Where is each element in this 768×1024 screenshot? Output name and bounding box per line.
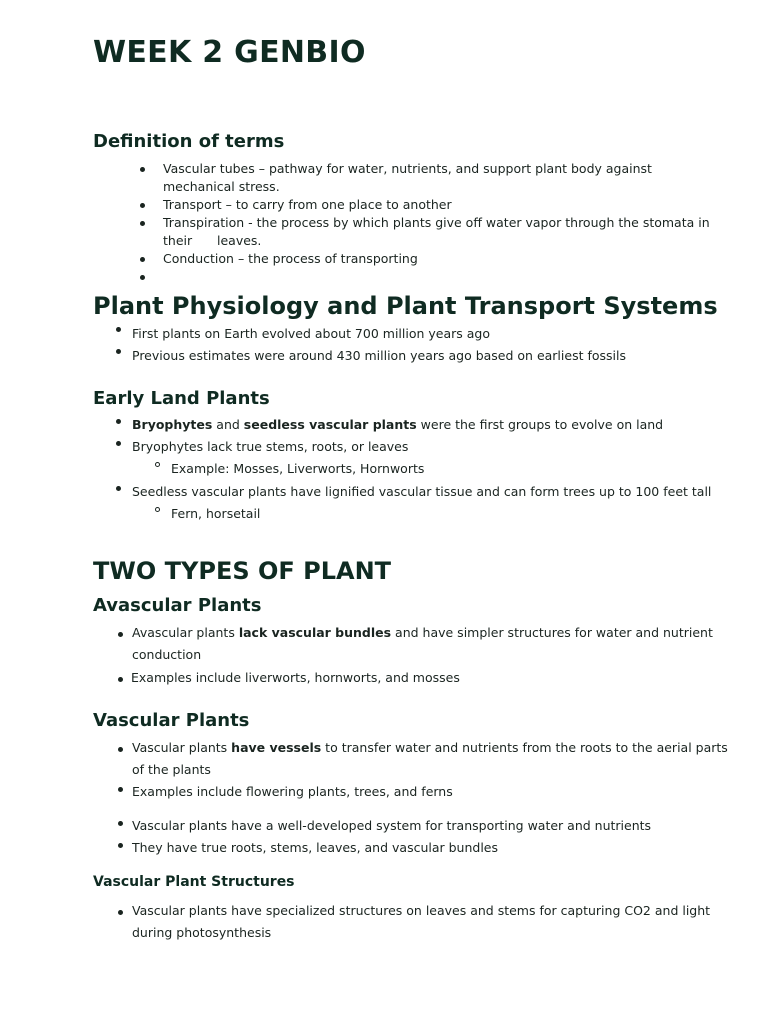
text-segment: to transfer water and nutrients from the roots to the aerial parts: [321, 740, 728, 755]
bullet: [116, 327, 121, 332]
bold-term-bryophytes: Bryophytes: [132, 417, 213, 432]
text-segment: were the first groups to evolve on land: [416, 417, 664, 432]
avascular-item-2: Examples include liverworts, hornworts, and mosses: [131, 670, 460, 685]
bullet: [116, 441, 121, 446]
sub-bullet: [155, 462, 160, 467]
sub-bullet: [155, 507, 160, 512]
definitions-heading: Definition of terms: [93, 131, 285, 152]
bold-term-lack-vascular-bundles: lack vascular bundles: [238, 625, 392, 640]
bullet: [118, 843, 123, 848]
structures-item-1: Vascular plants have specialized structures on leaves and stems for capturing CO2 and light: [132, 903, 711, 918]
page-title: WEEK 2 GENBIO: [93, 35, 366, 70]
bullet: [118, 787, 123, 792]
early-land-heading: Early Land Plants: [93, 388, 270, 409]
early-land-item-2: Bryophytes lack true stems, roots, or leaves: [132, 439, 409, 454]
bold-term-seedless-vascular: seedless vascular plants: [243, 417, 417, 432]
bullet-empty: [140, 275, 145, 280]
definition-transpiration-cont-b: leaves.: [217, 233, 262, 248]
bullet: [118, 677, 123, 682]
bullet: [118, 632, 123, 637]
early-land-item-1: [132, 417, 663, 432]
bullet: [140, 203, 145, 208]
vascular-item-2: Examples include flowering plants, trees, and ferns: [132, 784, 453, 799]
vascular-item-1: [132, 740, 728, 755]
avascular-heading: Avascular Plants: [93, 595, 262, 616]
early-land-item-2-sub: Example: Mosses, Liverworts, Hornworts: [171, 461, 425, 476]
definition-conduction: Conduction – the process of transporting: [163, 251, 418, 266]
bullet: [116, 419, 121, 424]
early-land-item-3-sub: Fern, horsetail: [171, 506, 261, 521]
early-land-item-3: Seedless vascular plants have lignified vascular tissue and can form trees up to 100 feet tall: [132, 484, 712, 499]
text-segment: Avascular plants: [132, 625, 239, 640]
bullet: [140, 257, 145, 262]
physiology-heading: Plant Physiology and Plant Transport Systems: [93, 292, 718, 320]
bullet: [118, 747, 123, 752]
vascular-heading: Vascular Plants: [93, 710, 250, 731]
text-segment: and have simpler structures for water and nutrient: [391, 625, 713, 640]
definition-transpiration: Transpiration - the process by which plants give off water vapor through the stomata in: [163, 215, 710, 230]
structures-item-1-cont: during photosynthesis: [132, 925, 272, 940]
two-types-heading: TWO TYPES OF PLANT: [93, 557, 392, 585]
bullet: [118, 821, 123, 826]
vascular-item-4: They have true roots, stems, leaves, and vascular bundles: [132, 840, 499, 855]
bullet: [116, 349, 121, 354]
definition-vascular-tubes-cont: mechanical stress.: [163, 179, 280, 194]
physiology-item-2: Previous estimates were around 430 million years ago based on earliest fossils: [132, 348, 626, 363]
avascular-item-1-cont: conduction: [132, 647, 202, 662]
text-segment: Vascular plants: [132, 740, 232, 755]
bold-term-have-vessels: have vessels: [231, 740, 322, 755]
bullet: [140, 221, 145, 226]
bullet: [116, 486, 121, 491]
vascular-item-3: Vascular plants have a well-developed system for transporting water and nutrients: [132, 818, 652, 833]
definition-transpiration-cont-a: their: [163, 233, 193, 248]
vascular-item-1-cont: of the plants: [132, 762, 211, 777]
definition-vascular-tubes: Vascular tubes – pathway for water, nutrients, and support plant body against: [163, 161, 652, 176]
definition-transport: Transport – to carry from one place to another: [163, 197, 452, 212]
bullet: [118, 910, 123, 915]
physiology-item-1: First plants on Earth evolved about 700 million years ago: [132, 326, 490, 341]
text-segment: and: [212, 417, 244, 432]
bullet: [140, 167, 145, 172]
structures-heading: Vascular Plant Structures: [93, 874, 295, 890]
avascular-item-1: [132, 625, 713, 640]
